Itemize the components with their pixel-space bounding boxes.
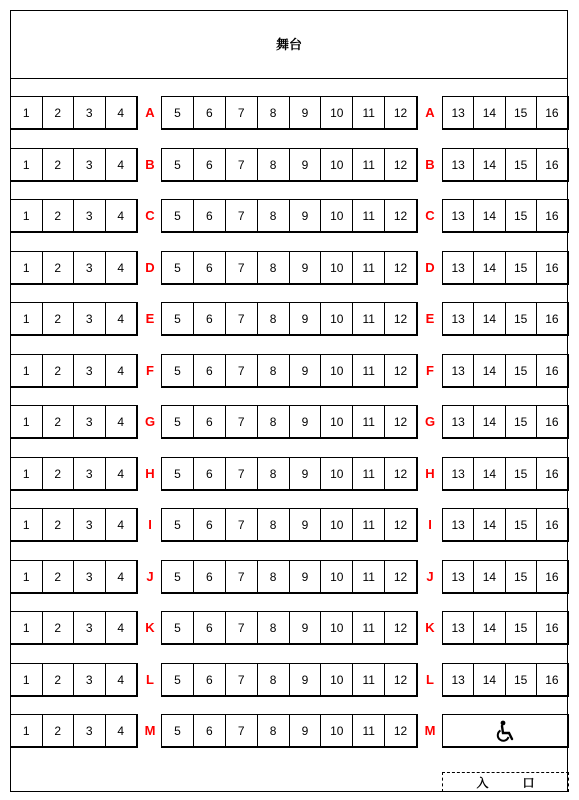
seat[interactable]: 2 [43,252,75,283]
seat[interactable]: 5 [162,252,194,283]
row-label: H [145,466,155,481]
row-label: I [148,517,152,532]
seat[interactable]: 13 [443,355,474,386]
seat[interactable]: 2 [43,97,75,128]
seat[interactable]: 2 [43,612,75,643]
seat-block-center [161,663,418,697]
seat[interactable]: 10 [321,561,353,592]
seat[interactable]: 16 [545,620,559,635]
seat-block-left [10,96,138,130]
seat[interactable]: 12 [393,466,408,481]
seat[interactable]: 15 [506,406,537,437]
seat[interactable]: 10 [321,406,353,437]
seat[interactable]: 3 [74,612,106,643]
seat[interactable]: 3 [74,355,106,386]
row-label: A [425,105,435,120]
seat[interactable]: 6 [194,561,226,592]
seat[interactable]: 2 [43,200,75,231]
row-label: D [425,260,435,275]
row-label: I [428,517,432,532]
row-label: K [425,620,435,635]
seat[interactable]: 10 [321,200,353,231]
seat[interactable]: 3 [74,97,106,128]
seat[interactable]: 8 [258,406,290,437]
row-label: M [144,723,156,738]
seat[interactable]: 15 [506,509,537,540]
seat-block-center [161,148,418,182]
seat[interactable]: 11 [353,458,385,489]
seat[interactable]: 9 [290,715,322,746]
seat-block-center [161,302,418,336]
stage-label: 舞台 [275,37,302,52]
seat-block-center [161,560,418,594]
seat[interactable]: 8 [258,458,290,489]
seat[interactable]: 7 [226,97,258,128]
seat[interactable]: 10 [321,612,353,643]
seat[interactable]: 9 [290,561,322,592]
seat[interactable]: 2 [43,715,75,746]
seat-block-right [442,354,569,388]
seat[interactable]: 16 [545,157,559,172]
seat[interactable]: 5 [162,612,194,643]
seat[interactable]: 4 [117,466,125,481]
seat[interactable]: 11 [353,406,385,437]
seat[interactable]: 10 [321,355,353,386]
row-label: D [145,260,155,275]
seat[interactable]: 3 [74,303,106,334]
seat-block-left [10,251,138,285]
seat-block-right [442,96,569,130]
seat[interactable]: 16 [545,260,559,275]
seat[interactable]: 8 [258,664,290,695]
row-label: L [426,672,434,687]
row-label: L [146,672,154,687]
seat-block-right [442,199,569,233]
seat[interactable]: 4 [117,363,125,378]
row-label: B [425,157,435,172]
seat[interactable]: 12 [393,105,408,120]
seat[interactable]: 16 [545,517,559,532]
seat[interactable]: 13 [443,252,474,283]
seat[interactable]: 7 [226,612,258,643]
seat-block-right [442,457,569,491]
seat[interactable]: 11 [353,200,385,231]
seat[interactable]: 12 [393,569,408,584]
seat[interactable]: 15 [506,458,537,489]
seat[interactable]: 6 [194,200,226,231]
seat[interactable]: 7 [226,406,258,437]
seat[interactable]: 1 [11,509,43,540]
seat[interactable]: 11 [353,149,385,180]
seat[interactable]: 11 [353,715,385,746]
seat[interactable]: 12 [393,157,408,172]
seat[interactable]: 16 [545,363,559,378]
seat[interactable]: 9 [290,252,322,283]
seat[interactable]: 6 [194,458,226,489]
seat[interactable]: 10 [321,97,353,128]
seat[interactable]: 13 [443,149,474,180]
seat[interactable]: 12 [393,517,408,532]
seat[interactable]: 6 [194,509,226,540]
seat[interactable]: 3 [74,149,106,180]
seat[interactable]: 15 [506,355,537,386]
seat[interactable]: 14 [474,509,505,540]
seat[interactable]: 7 [226,561,258,592]
seat[interactable]: 6 [194,406,226,437]
seat[interactable]: 6 [194,303,226,334]
row-label: G [424,414,436,429]
wheelchair-icon [495,720,515,742]
seat[interactable]: 5 [162,561,194,592]
seat-block-left [10,714,138,748]
row-label: C [425,208,435,223]
seat[interactable]: 12 [393,311,408,326]
seat[interactable]: 11 [353,252,385,283]
seat[interactable]: 16 [545,569,559,584]
seat[interactable]: 8 [258,355,290,386]
seat[interactable]: 9 [290,406,322,437]
seat[interactable]: 14 [474,561,505,592]
seat-block-right [442,611,569,645]
seat[interactable]: 4 [117,208,125,223]
seat[interactable]: 9 [290,200,322,231]
seat[interactable]: 16 [545,208,559,223]
seat[interactable]: 6 [194,252,226,283]
row-label: C [145,208,155,223]
seat[interactable]: 14 [474,612,505,643]
seat[interactable]: 9 [290,458,322,489]
seat[interactable]: 4 [117,311,125,326]
row-label: J [146,569,154,584]
seat[interactable]: 11 [353,612,385,643]
seat[interactable]: 9 [290,149,322,180]
seat[interactable]: 16 [545,672,559,687]
seat[interactable]: 1 [11,612,43,643]
seat[interactable]: 3 [74,664,106,695]
seat[interactable]: 4 [117,620,125,635]
seat[interactable]: 8 [258,561,290,592]
seat[interactable]: 6 [194,664,226,695]
seat[interactable]: 10 [321,664,353,695]
seat[interactable]: 14 [474,252,505,283]
seat[interactable]: 1 [11,664,43,695]
seat[interactable]: 5 [162,664,194,695]
seat[interactable]: 5 [162,149,194,180]
seat-block-right [442,148,569,182]
seat[interactable]: 4 [117,723,125,738]
seat[interactable]: 6 [194,97,226,128]
row-label: A [145,105,155,120]
seat[interactable]: 10 [321,149,353,180]
row-label: M [424,723,436,738]
seat[interactable]: 1 [11,303,43,334]
seat[interactable]: 2 [43,406,75,437]
seat[interactable]: 1 [11,715,43,746]
seat[interactable]: 5 [162,97,194,128]
seat[interactable]: 2 [43,303,75,334]
seat[interactable]: 5 [162,715,194,746]
seat[interactable]: 8 [258,303,290,334]
row-label: F [146,363,154,378]
seat[interactable]: 11 [353,664,385,695]
seat[interactable]: 4 [117,260,125,275]
seat[interactable]: 7 [226,149,258,180]
seat[interactable]: 9 [290,509,322,540]
seat[interactable]: 5 [162,200,194,231]
seat[interactable]: 1 [11,561,43,592]
seat-block-center [161,251,418,285]
seat[interactable]: 14 [474,149,505,180]
seat[interactable]: 9 [290,612,322,643]
row-label: B [145,157,155,172]
seat[interactable]: 6 [194,149,226,180]
seat[interactable]: 2 [43,509,75,540]
entrance-char: 口 [522,775,535,790]
seat[interactable]: 12 [393,260,408,275]
seat[interactable]: 11 [353,97,385,128]
seat[interactable]: 15 [506,97,537,128]
seat[interactable]: 1 [11,200,43,231]
seat[interactable]: 2 [43,458,75,489]
seat-block-center [161,354,418,388]
seat[interactable]: 7 [226,458,258,489]
wheelchair-space[interactable] [442,714,569,748]
seat[interactable]: 4 [117,157,125,172]
seat[interactable]: 5 [162,509,194,540]
seat[interactable]: 1 [11,97,43,128]
seat[interactable]: 14 [474,200,505,231]
seat[interactable]: 13 [443,561,474,592]
seat[interactable]: 2 [43,149,75,180]
seat[interactable]: 15 [506,200,537,231]
seat[interactable]: 12 [393,208,408,223]
seat-block-right [442,251,569,285]
seat[interactable]: 15 [506,149,537,180]
seat[interactable]: 3 [74,406,106,437]
row-label: G [144,414,156,429]
seat[interactable]: 13 [443,458,474,489]
seat[interactable]: 12 [393,363,408,378]
seat-block-left [10,457,138,491]
seat-block-left [10,199,138,233]
seat[interactable]: 7 [226,715,258,746]
seat[interactable]: 10 [321,715,353,746]
seat[interactable]: 4 [117,569,125,584]
seat[interactable]: 4 [117,672,125,687]
seat[interactable]: 5 [162,303,194,334]
seat[interactable]: 16 [545,466,559,481]
seat[interactable]: 6 [194,355,226,386]
seat[interactable]: 16 [545,311,559,326]
seat[interactable]: 14 [474,458,505,489]
seat[interactable]: 6 [194,715,226,746]
seat[interactable]: 15 [506,252,537,283]
seat[interactable]: 1 [11,149,43,180]
seat[interactable]: 3 [74,458,106,489]
seat[interactable]: 8 [258,509,290,540]
seat[interactable]: 12 [393,620,408,635]
seat-block-left [10,405,138,439]
seat[interactable]: 8 [258,97,290,128]
seat-block-left [10,148,138,182]
seat[interactable]: 15 [506,561,537,592]
seat[interactable]: 4 [117,105,125,120]
seat[interactable]: 5 [162,406,194,437]
seat[interactable]: 10 [321,252,353,283]
entrance-char: 入 [476,775,489,790]
seat-block-right [442,302,569,336]
seat[interactable]: 8 [258,612,290,643]
row-label: H [425,466,435,481]
seat-block-center [161,199,418,233]
seat[interactable]: 13 [443,509,474,540]
seat[interactable]: 2 [43,561,75,592]
seat[interactable]: 1 [11,355,43,386]
seat[interactable]: 12 [393,672,408,687]
seat-block-right [442,663,569,697]
entrance [442,772,569,792]
seat[interactable]: 11 [353,509,385,540]
seat[interactable]: 11 [353,303,385,334]
seat[interactable]: 13 [443,406,474,437]
seat[interactable]: 7 [226,252,258,283]
seat[interactable]: 15 [506,612,537,643]
seat[interactable]: 11 [353,561,385,592]
seat[interactable]: 3 [74,509,106,540]
seat[interactable]: 8 [258,715,290,746]
seat[interactable]: 14 [474,664,505,695]
seat-block-center [161,405,418,439]
seat[interactable]: 16 [545,414,559,429]
seat-block-left [10,663,138,697]
seat[interactable]: 5 [162,355,194,386]
seat[interactable]: 9 [290,664,322,695]
seat[interactable]: 12 [393,723,408,738]
seat[interactable]: 3 [74,715,106,746]
seat[interactable]: 8 [258,149,290,180]
seat[interactable]: 14 [474,303,505,334]
row-label: K [145,620,155,635]
seat-block-center [161,457,418,491]
row-label: F [426,363,434,378]
seat[interactable]: 7 [226,200,258,231]
seat[interactable]: 11 [353,355,385,386]
seat[interactable]: 8 [258,252,290,283]
seat[interactable]: 15 [506,303,537,334]
seat[interactable]: 4 [117,414,125,429]
seat-block-right [442,405,569,439]
seat[interactable]: 8 [258,200,290,231]
seat[interactable]: 10 [321,509,353,540]
seat[interactable]: 13 [443,200,474,231]
seat[interactable]: 13 [443,303,474,334]
seat[interactable]: 2 [43,355,75,386]
seat-block-left [10,508,138,542]
seat[interactable]: 4 [117,517,125,532]
row-label: E [145,311,155,326]
seat-block-left [10,560,138,594]
seat-block-left [10,611,138,645]
seat[interactable]: 15 [506,664,537,695]
seat[interactable]: 9 [290,303,322,334]
seat[interactable]: 2 [43,664,75,695]
seat[interactable]: 7 [226,303,258,334]
seat[interactable]: 1 [11,458,43,489]
seat[interactable]: 7 [226,509,258,540]
seat[interactable]: 13 [443,97,474,128]
seat[interactable]: 10 [321,458,353,489]
seat[interactable]: 14 [474,406,505,437]
seat[interactable]: 3 [74,200,106,231]
row-label: E [425,311,435,326]
seat[interactable]: 1 [11,406,43,437]
seat[interactable]: 6 [194,612,226,643]
seat-block-center [161,714,418,748]
seat[interactable]: 9 [290,97,322,128]
seat[interactable]: 10 [321,303,353,334]
seat-block-center [161,508,418,542]
seat[interactable]: 7 [226,664,258,695]
seat[interactable]: 5 [162,458,194,489]
seat-block-center [161,611,418,645]
seat[interactable]: 12 [393,414,408,429]
seat[interactable]: 3 [74,561,106,592]
seat[interactable]: 13 [443,664,474,695]
seat[interactable]: 16 [545,105,559,120]
seat-block-right [442,508,569,542]
seat-block-center [161,96,418,130]
seat[interactable]: 14 [474,355,505,386]
seat[interactable]: 9 [290,355,322,386]
seat[interactable]: 1 [11,252,43,283]
row-label: J [426,569,434,584]
seat-block-left [10,302,138,336]
seat-block-left [10,354,138,388]
seat-block-right [442,560,569,594]
seat[interactable]: 7 [226,355,258,386]
seat[interactable]: 13 [443,612,474,643]
seat[interactable]: 14 [474,97,505,128]
stage-divider [10,78,568,79]
seat[interactable]: 3 [74,252,106,283]
